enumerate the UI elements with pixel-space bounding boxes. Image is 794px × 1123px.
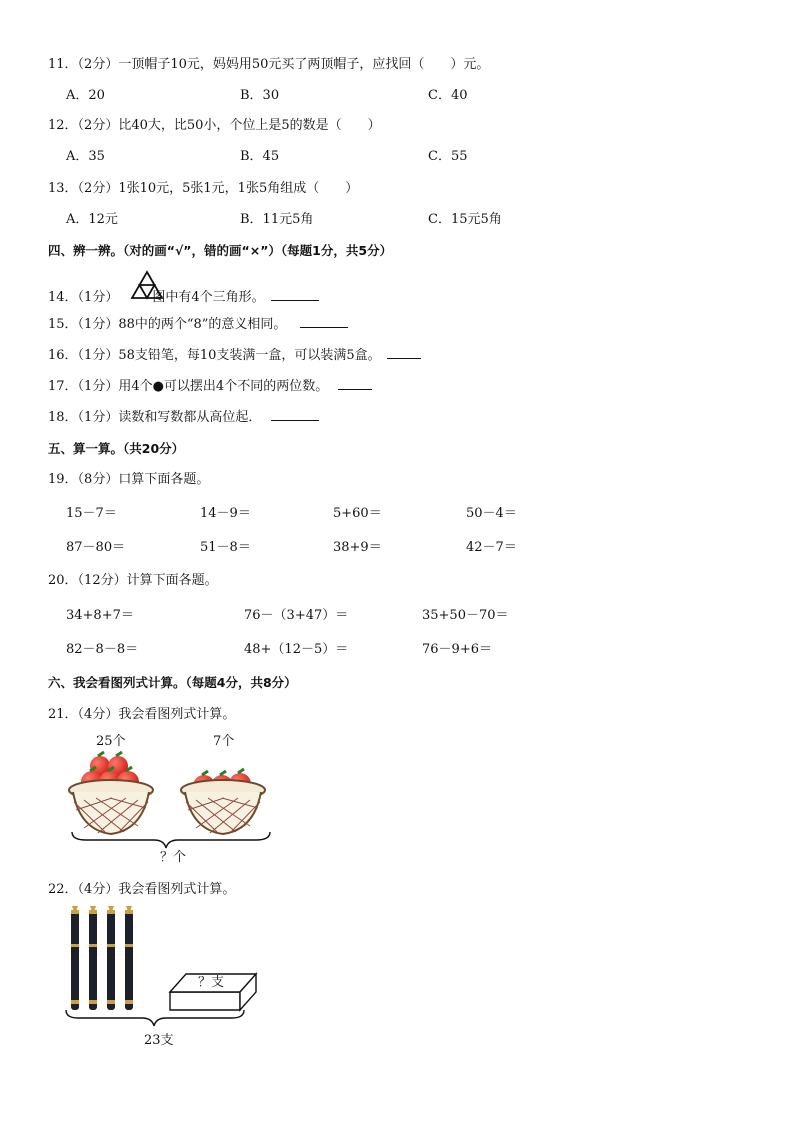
- q22-stem: 22．（4分）我会看图列式计算。: [48, 882, 236, 897]
- q20-expr: 82－8－8＝: [66, 642, 139, 657]
- q15-statement: 15．（1分）88中的两个“8”的意义相同。: [48, 317, 287, 332]
- q12-option-a[interactable]: A．35: [66, 149, 105, 164]
- basket-icon: [181, 780, 265, 834]
- total-brace: [72, 832, 270, 848]
- q20-expr: 34+8+7＝: [66, 608, 134, 623]
- q21-right-count: 7个: [213, 734, 235, 749]
- q12-option-c[interactable]: C．55: [428, 149, 468, 164]
- q16-line: [48, 346, 421, 365]
- apple-baskets-figure: [66, 748, 276, 848]
- q20-expr: 48+（12－5）＝: [244, 642, 349, 657]
- q12-stem: 12．（2分）比40大，比50小，个位上是5的数是（ ）: [48, 118, 381, 133]
- q19-expr: 42－7＝: [466, 540, 517, 555]
- q21-left-count: 25个: [96, 734, 126, 749]
- q19-expr: 15－7＝: [66, 506, 117, 521]
- q13-option-c[interactable]: C．15元5角: [428, 212, 502, 227]
- q14-statement: 图中有4个三角形。: [152, 290, 265, 305]
- q11-option-c[interactable]: C．40: [428, 88, 468, 103]
- q18-line: [48, 408, 319, 427]
- q13-stem: 13．（2分）1张10元，5张1元，1张5角组成（ ）: [48, 181, 359, 196]
- q22-box-label: ？支: [198, 975, 225, 990]
- q14-answer-blank[interactable]: [271, 288, 319, 301]
- q13-option-b[interactable]: B．11元5角: [240, 212, 314, 227]
- q19-expr: 38+9＝: [333, 540, 382, 555]
- section-6-title: 六、我会看图列式计算。（每题4分，共8分）: [48, 675, 297, 690]
- basket-icon: [69, 780, 153, 834]
- q12-option-b[interactable]: B．45: [240, 149, 280, 164]
- q11-stem: 11．（2分）一顶帽子10元，妈妈用50元买了两顶帽子，应找回（ ）元。: [48, 57, 490, 72]
- pen-icon: [107, 906, 115, 1010]
- triangle-figure: [130, 270, 164, 300]
- q19-stem: 19．（8分）口算下面各题。: [48, 472, 210, 487]
- q20-expr: 76－9+6＝: [422, 642, 492, 657]
- q14-line: [48, 288, 319, 307]
- q16-answer-blank[interactable]: [387, 346, 421, 359]
- q20-expr: 35+50－70＝: [422, 608, 509, 623]
- total-brace: [66, 1010, 244, 1026]
- q19-expr: 50－4＝: [466, 506, 517, 521]
- q11-option-a[interactable]: A．20: [66, 88, 105, 103]
- q14-prefix: 14．（1分）: [48, 290, 119, 305]
- q21-total-label: ？个: [160, 850, 187, 865]
- section-4-title: 四、辨一辨。（对的画“√”，错的画“×”）（每题1分，共5分）: [48, 243, 393, 258]
- q21-stem: 21．（4分）我会看图列式计算。: [48, 707, 236, 722]
- q22-total-label: 23支: [144, 1033, 174, 1048]
- q20-expr: 76－（3+47）＝: [244, 608, 349, 623]
- q16-statement: 16．（1分）58支铅笔，每10支装满一盒，可以装满5盒。: [48, 348, 381, 363]
- pen-icon: [125, 906, 133, 1010]
- q19-expr: 14－9＝: [200, 506, 251, 521]
- q19-expr: 87－80＝: [66, 540, 126, 555]
- q19-expr: 5+60＝: [333, 506, 382, 521]
- q17-answer-blank[interactable]: [338, 377, 372, 390]
- q13-option-a[interactable]: A．12元: [66, 212, 118, 227]
- q15-answer-blank[interactable]: [300, 315, 348, 328]
- pens-figure: [64, 904, 264, 1028]
- q11-option-b[interactable]: B．30: [240, 88, 280, 103]
- q15-line: [48, 315, 348, 334]
- q20-stem: 20．（12分）计算下面各题。: [48, 573, 218, 588]
- q19-expr: 51－8＝: [200, 540, 251, 555]
- section-5-title: 五、算一算。（共20分）: [48, 441, 185, 456]
- q18-answer-blank[interactable]: [271, 408, 319, 421]
- pen-icon: [71, 906, 79, 1010]
- q17-line: [48, 377, 372, 396]
- q17-statement: 17．（1分）用4个●可以摆出4个不同的两位数。: [48, 379, 329, 394]
- pen-icon: [89, 906, 97, 1010]
- q18-statement: 18．（1分）读数和写数都从高位起．: [48, 410, 262, 425]
